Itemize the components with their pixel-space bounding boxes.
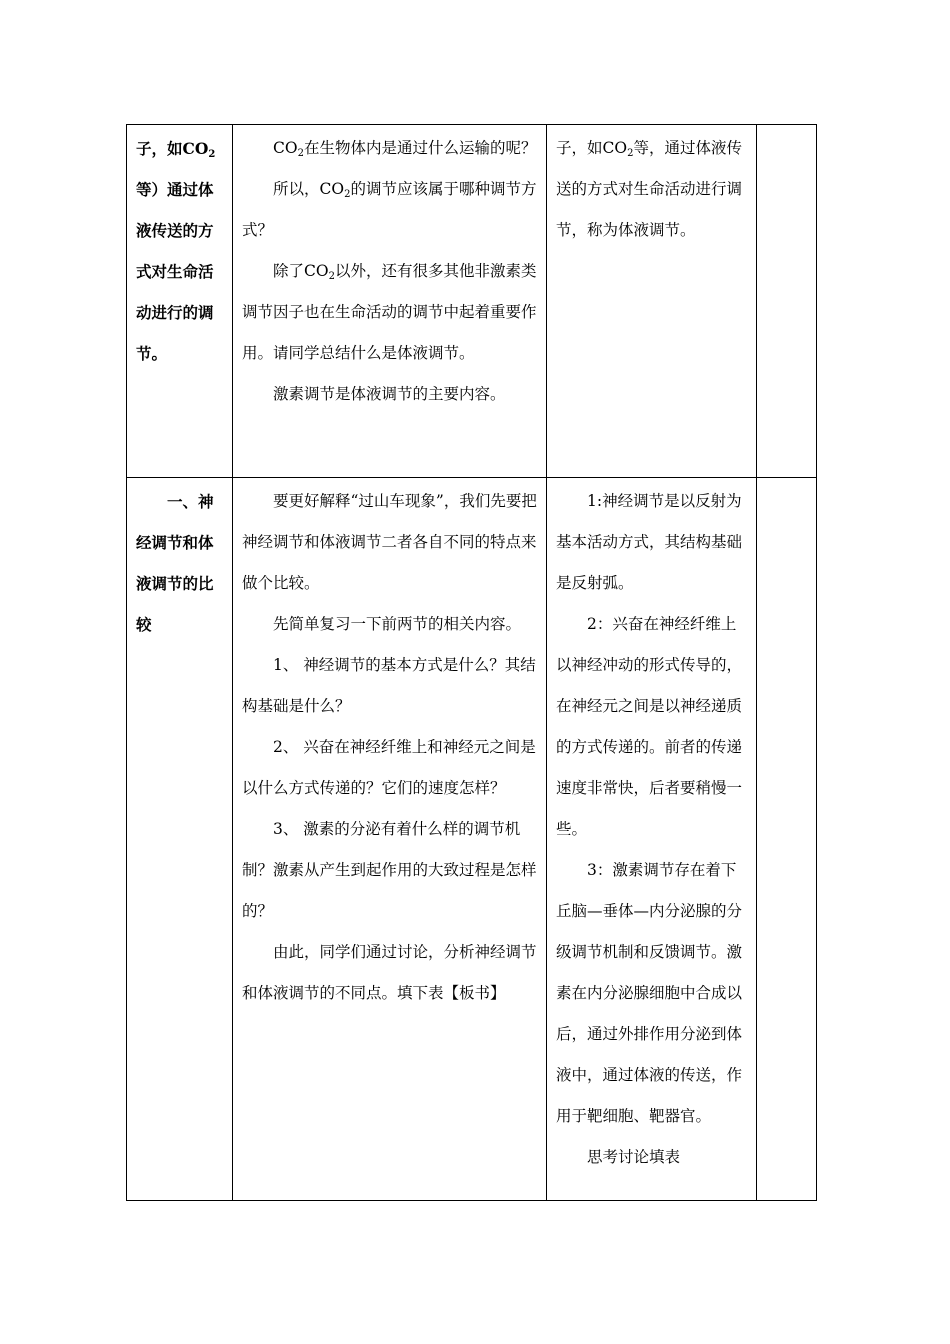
- cell-paragraph: [556, 481, 747, 604]
- text-run: 要更好解释“过山车现象”，我们先要把神经调节和体液调节二者各自不同的特点来做个比较。: [242, 492, 537, 592]
- text-run: 子，如CO: [556, 139, 628, 157]
- text-run: 先简单复习一下前两节的相关内容。: [273, 615, 522, 633]
- subscript-text: 2: [344, 189, 351, 200]
- cell-paragraph: [556, 1137, 747, 1178]
- cell-paragraph: [242, 645, 537, 727]
- text-run: 等，通过体液传送的方式对生命活动进行调节，称为体液调节。: [556, 139, 743, 239]
- cell-paragraph: [556, 850, 747, 1137]
- row2-col2-cell: [233, 478, 547, 1201]
- text-run: 1、 神经调节的基本方式是什么？其结构基础是什么？: [242, 656, 536, 715]
- text-run: 思考讨论填表: [587, 1148, 681, 1166]
- subscript-text: 2: [627, 148, 634, 159]
- cell-paragraph: [242, 727, 537, 809]
- table-row: [127, 478, 817, 1201]
- cell-paragraph: [556, 604, 747, 850]
- text-run: 以外，还有很多其他非激素类调节因子也在生命活动的调节中起着重要作用。请同学总结什么是体液调节。: [242, 262, 537, 362]
- subscript-text: 2: [208, 149, 216, 160]
- text-run: 的调节应该属于哪种调节方式？: [242, 180, 537, 239]
- text-run: 除了CO: [273, 262, 329, 280]
- subscript-text: 2: [328, 271, 335, 282]
- row1-col2-cell: [233, 125, 547, 478]
- row2-col3-cell: [547, 478, 757, 1201]
- cell-paragraph: [242, 604, 537, 645]
- text-run: 3、 激素的分泌有着什么样的调节机制？激素从产生到起作用的大致过程是怎样的？: [242, 820, 537, 920]
- row1-col1-cell: [127, 125, 233, 478]
- lesson-plan-table: [126, 124, 817, 1201]
- row2-col4-cell: [757, 478, 817, 1201]
- text-run: 2：兴奋在神经纤维上以神经冲动的形式传导的，在神经元之间是以神经递质的方式传递的。前者的传递速度非常快，后者要稍慢一些。: [556, 615, 743, 838]
- text-run: 一、神经调节和体液调节的比较: [136, 492, 214, 634]
- text-run: 2、 兴奋在神经纤维上和神经元之间是以什么方式传递的？它们的速度怎样？: [242, 738, 536, 797]
- cell-paragraph: [242, 932, 537, 1014]
- row1-col3-cell: [547, 125, 757, 478]
- text-run: 1:神经调节是以反射为基本活动方式，其结构基础是反射弧。: [556, 492, 743, 592]
- text-run: 等）通过体液传送的方式对生命活动进行的调节。: [136, 180, 214, 363]
- text-run: 激素调节是体液调节的主要内容。: [273, 385, 506, 403]
- cell-paragraph: [242, 128, 537, 169]
- subscript-text: 2: [297, 148, 304, 159]
- row2-col1-cell: [127, 478, 233, 1201]
- cell-paragraph: [242, 809, 537, 932]
- text-run: 由此，同学们通过讨论，分析神经调节和体液调节的不同点。填下表【板书】: [242, 943, 537, 1002]
- cell-paragraph: [136, 481, 223, 645]
- cell-paragraph: [242, 374, 537, 415]
- cell-paragraph: [242, 169, 537, 251]
- text-run: 所以，CO: [273, 180, 345, 198]
- cell-paragraph: [242, 481, 537, 604]
- table-row: [127, 125, 817, 478]
- cell-paragraph: [556, 128, 747, 251]
- cell-paragraph: [136, 128, 223, 374]
- text-run: CO: [273, 139, 298, 157]
- cell-paragraph: [242, 251, 537, 374]
- text-run: 3：激素调节存在着下丘脑—垂体—内分泌腺的分级调节机制和反馈调节。激素在内分泌腺细胞中合成以后，通过外排作用分泌到体液中，通过体液的传送，作用于靶细胞、靶器官。: [556, 861, 743, 1125]
- text-run: 在生物体内是通过什么运输的呢？: [303, 139, 537, 157]
- text-run: 子，如CO: [136, 139, 209, 158]
- row1-col4-cell: [757, 125, 817, 478]
